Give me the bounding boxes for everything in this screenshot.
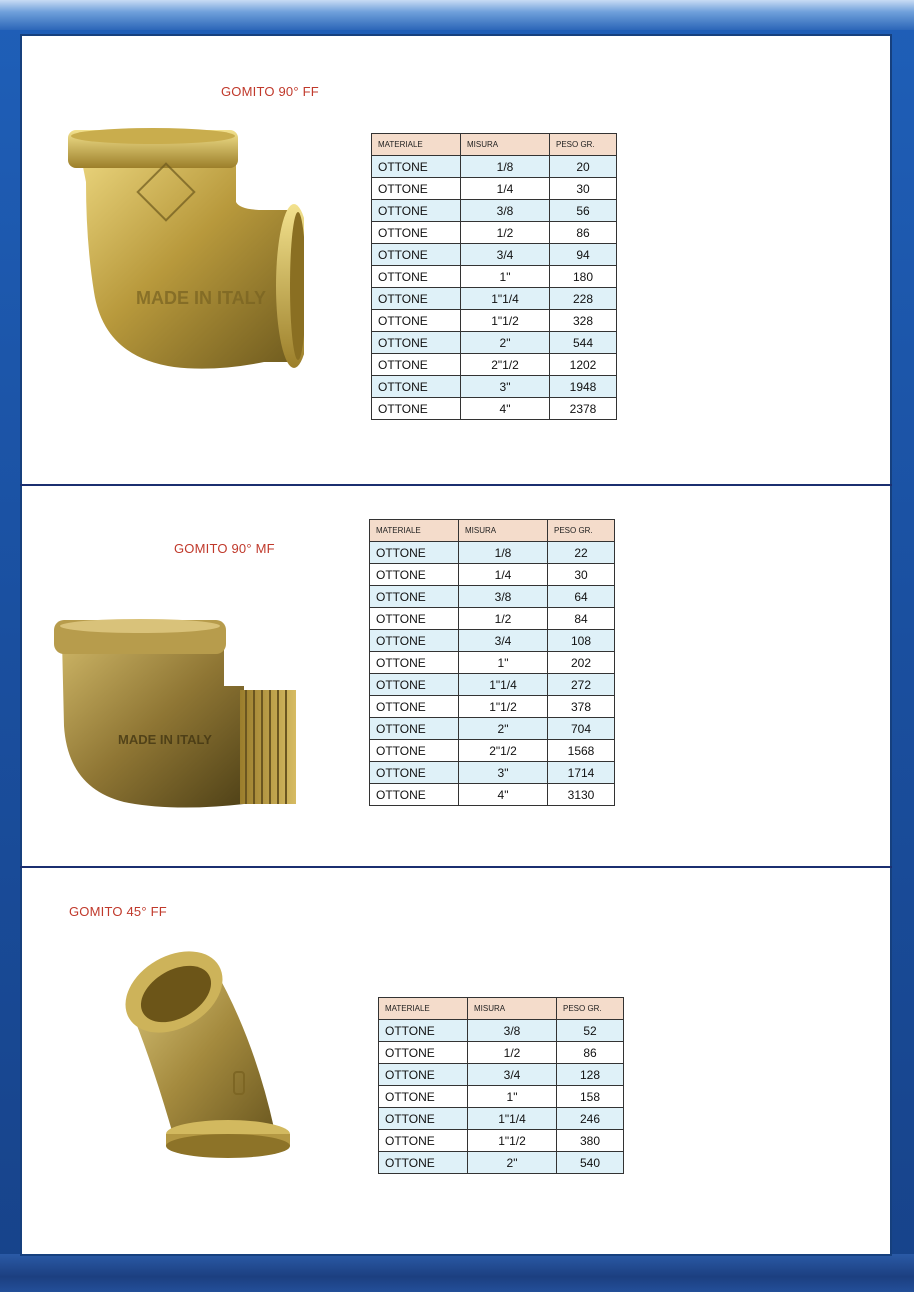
section-gomito-90-ff <box>20 34 892 484</box>
elbow-90-mf-photo <box>54 616 304 812</box>
cell-peso: 94 <box>550 244 617 266</box>
section-title: GOMITO 45° FF <box>69 904 167 919</box>
cell-peso: 380 <box>557 1130 624 1152</box>
elbow-45-ff-photo <box>104 948 304 1168</box>
cell-materiale: OTTONE <box>372 266 461 288</box>
cell-misura: 1" <box>468 1086 557 1108</box>
cell-misura: 1/8 <box>459 542 548 564</box>
section-title: GOMITO 90° FF <box>221 84 319 99</box>
cell-materiale: OTTONE <box>379 1020 468 1042</box>
table-row <box>370 564 615 586</box>
cell-materiale: OTTONE <box>372 288 461 310</box>
cell-misura: 1/2 <box>468 1042 557 1064</box>
col-header-peso: PESO GR. <box>550 134 617 156</box>
table-row <box>370 740 615 762</box>
table-row <box>372 354 617 376</box>
table-row <box>379 1086 624 1108</box>
cell-peso: 20 <box>550 156 617 178</box>
elbow-90-ff-photo <box>64 122 304 382</box>
cell-peso: 1948 <box>550 376 617 398</box>
cell-peso: 328 <box>550 310 617 332</box>
cell-misura: 2" <box>468 1152 557 1174</box>
cell-peso: 272 <box>548 674 615 696</box>
table-row <box>370 762 615 784</box>
cell-peso: 544 <box>550 332 617 354</box>
table-row <box>379 1064 624 1086</box>
cell-peso: 158 <box>557 1086 624 1108</box>
photo-embossed-text: MADE IN ITALY <box>136 288 267 308</box>
cell-materiale: OTTONE <box>370 542 459 564</box>
col-header-misura: MISURA <box>461 134 550 156</box>
cell-materiale: OTTONE <box>370 762 459 784</box>
table-row <box>379 1020 624 1042</box>
col-header-materiale: MATERIALE <box>370 520 459 542</box>
table-row <box>370 608 615 630</box>
cell-peso: 202 <box>548 652 615 674</box>
cell-peso: 540 <box>557 1152 624 1174</box>
cell-materiale: OTTONE <box>372 398 461 420</box>
cell-peso: 378 <box>548 696 615 718</box>
col-header-misura: MISURA <box>468 998 557 1020</box>
cell-peso: 86 <box>557 1042 624 1064</box>
table-row <box>379 1152 624 1174</box>
table-row <box>372 288 617 310</box>
cell-peso: 22 <box>548 542 615 564</box>
cell-materiale: OTTONE <box>370 630 459 652</box>
cell-peso: 246 <box>557 1108 624 1130</box>
col-header-peso: PESO GR. <box>548 520 615 542</box>
cell-materiale: OTTONE <box>370 586 459 608</box>
table-row <box>379 1130 624 1152</box>
col-header-materiale: MATERIALE <box>372 134 461 156</box>
cell-misura: 3" <box>459 762 548 784</box>
cell-misura: 3/4 <box>468 1064 557 1086</box>
table-row <box>372 244 617 266</box>
cell-materiale: OTTONE <box>379 1152 468 1174</box>
cell-misura: 1"1/2 <box>461 310 550 332</box>
cell-materiale: OTTONE <box>370 652 459 674</box>
cell-misura: 2"1/2 <box>459 740 548 762</box>
cell-misura: 1" <box>459 652 548 674</box>
table-row <box>372 266 617 288</box>
cell-peso: 30 <box>550 178 617 200</box>
table-row <box>370 652 615 674</box>
cell-misura: 1"1/2 <box>468 1130 557 1152</box>
cell-materiale: OTTONE <box>379 1108 468 1130</box>
spec-table <box>378 997 624 1174</box>
catalog-sheet <box>20 34 892 1256</box>
cell-misura: 1/4 <box>461 178 550 200</box>
table-row <box>379 1108 624 1130</box>
cell-misura: 4" <box>461 398 550 420</box>
cell-misura: 1"1/4 <box>468 1108 557 1130</box>
cell-misura: 3/8 <box>468 1020 557 1042</box>
table-row <box>370 542 615 564</box>
spec-table <box>369 519 615 806</box>
cell-materiale: OTTONE <box>379 1064 468 1086</box>
cell-materiale: OTTONE <box>372 178 461 200</box>
cell-misura: 3/8 <box>461 200 550 222</box>
cell-peso: 128 <box>557 1064 624 1086</box>
table-row <box>372 332 617 354</box>
cell-peso: 86 <box>550 222 617 244</box>
cell-misura: 1"1/2 <box>459 696 548 718</box>
cell-misura: 3/8 <box>459 586 548 608</box>
cell-peso: 64 <box>548 586 615 608</box>
cell-misura: 1/2 <box>459 608 548 630</box>
cell-materiale: OTTONE <box>370 564 459 586</box>
cell-misura: 3/4 <box>461 244 550 266</box>
cell-misura: 1/2 <box>461 222 550 244</box>
window-bottom-frame <box>0 1254 914 1292</box>
section-title: GOMITO 90° MF <box>174 541 275 556</box>
spec-table-body <box>370 542 615 806</box>
cell-misura: 2" <box>461 332 550 354</box>
section-gomito-90-mf <box>20 486 892 866</box>
cell-materiale: OTTONE <box>379 1130 468 1152</box>
table-row <box>379 1042 624 1064</box>
table-row <box>370 586 615 608</box>
spec-table-body <box>372 156 617 420</box>
cell-misura: 1/8 <box>461 156 550 178</box>
cell-peso: 3130 <box>548 784 615 806</box>
cell-misura: 4" <box>459 784 548 806</box>
table-row <box>372 156 617 178</box>
table-row <box>370 696 615 718</box>
cell-peso: 108 <box>548 630 615 652</box>
spec-table <box>371 133 617 420</box>
table-row <box>372 178 617 200</box>
cell-materiale: OTTONE <box>372 310 461 332</box>
cell-misura: 2"1/2 <box>461 354 550 376</box>
cell-misura: 1/4 <box>459 564 548 586</box>
section-gomito-45-ff <box>20 868 892 1256</box>
table-row <box>370 674 615 696</box>
cell-misura: 1"1/4 <box>461 288 550 310</box>
cell-materiale: OTTONE <box>372 376 461 398</box>
cell-materiale: OTTONE <box>372 156 461 178</box>
cell-peso: 1202 <box>550 354 617 376</box>
table-row <box>370 784 615 806</box>
cell-peso: 30 <box>548 564 615 586</box>
cell-materiale: OTTONE <box>370 608 459 630</box>
cell-misura: 3/4 <box>459 630 548 652</box>
cell-peso: 56 <box>550 200 617 222</box>
table-row <box>372 310 617 332</box>
spec-table-body <box>379 1020 624 1174</box>
cell-peso: 2378 <box>550 398 617 420</box>
table-row <box>372 376 617 398</box>
cell-peso: 704 <box>548 718 615 740</box>
cell-peso: 180 <box>550 266 617 288</box>
cell-materiale: OTTONE <box>370 718 459 740</box>
cell-materiale: OTTONE <box>379 1042 468 1064</box>
cell-misura: 3" <box>461 376 550 398</box>
col-header-misura: MISURA <box>459 520 548 542</box>
cell-materiale: OTTONE <box>370 740 459 762</box>
table-row <box>370 630 615 652</box>
cell-materiale: OTTONE <box>372 354 461 376</box>
table-row <box>370 718 615 740</box>
cell-materiale: OTTONE <box>372 200 461 222</box>
table-row <box>372 398 617 420</box>
cell-misura: 1"1/4 <box>459 674 548 696</box>
cell-misura: 1" <box>461 266 550 288</box>
photo-embossed-text: MADE IN ITALY <box>118 732 212 747</box>
cell-misura: 2" <box>459 718 548 740</box>
cell-materiale: OTTONE <box>379 1086 468 1108</box>
cell-peso: 228 <box>550 288 617 310</box>
table-row <box>372 200 617 222</box>
cell-materiale: OTTONE <box>372 244 461 266</box>
table-row <box>372 222 617 244</box>
cell-peso: 84 <box>548 608 615 630</box>
col-header-peso: PESO GR. <box>557 998 624 1020</box>
cell-materiale: OTTONE <box>372 222 461 244</box>
cell-materiale: OTTONE <box>370 674 459 696</box>
col-header-materiale: MATERIALE <box>379 998 468 1020</box>
cell-materiale: OTTONE <box>370 784 459 806</box>
cell-peso: 52 <box>557 1020 624 1042</box>
window-top-frame <box>0 0 914 30</box>
cell-peso: 1714 <box>548 762 615 784</box>
cell-materiale: OTTONE <box>370 696 459 718</box>
cell-peso: 1568 <box>548 740 615 762</box>
cell-materiale: OTTONE <box>372 332 461 354</box>
